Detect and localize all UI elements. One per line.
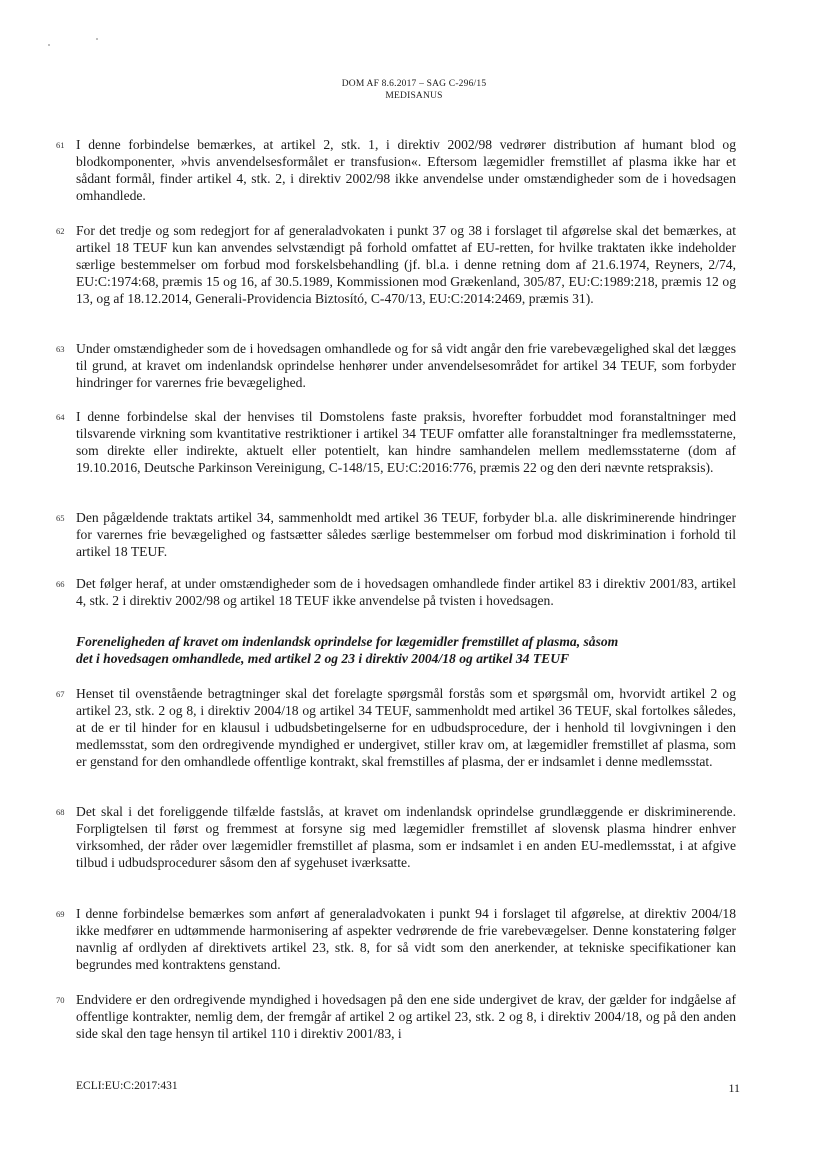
- paragraph-text: I denne forbindelse skal der henvises til Domstolens faste praksis, hvorefter forbuddet mod foranstaltninger med tilsvarende virkning som kvantitative restriktioner i artikel 34 TEUF omfatter alle foranstaltninger fra medlemsstaterne, som direkte eller indirekte, aktuelt eller potentielt, kan hindre samhandelen mellem medlemsstaterne (dom af 19.10.2016, Deutsche Parkinson Vereinigung, C-148/15, EU:C:2016:776, præmis 22 og den deri nævnte retspraksis).: [76, 409, 736, 476]
- paragraph-number: 62: [56, 226, 65, 236]
- running-header: [0, 78, 828, 102]
- paragraph-63: [56, 340, 736, 391]
- paragraph-64: [56, 408, 736, 476]
- paragraph-number: 61: [56, 140, 65, 150]
- paragraph-text: For det tredje og som redegjort for af generaladvokaten i punkt 37 og 38 i forslaget til afgørelse skal det bemærkes, at artikel 18 TEUF kun kan anvendes selvstændigt på forhold omfattet af EU-retten, for hvilke traktaten ikke indeholder særlige bestemmelser om forbud mod forskelsbehandling (jf. bl.a. i denne retning dom af 21.6.1974, Reyners, 2/74, EU:C:1974:68, præmis 15 og 16, af 30.5.1989, Kommissionen mod Grækenland, 305/87, EU:C:1989:218, præmis 12 og 13, og af 18.12.2014, Generali-Providencia Biztosító, C-470/13, EU:C:2014:2469, præmis 31).: [76, 223, 736, 307]
- page-number: 11: [728, 1081, 740, 1095]
- paragraph-number: 67: [56, 689, 65, 699]
- paragraph-number: 69: [56, 909, 65, 919]
- paragraph-number: 66: [56, 579, 65, 589]
- paragraph-68: [56, 803, 736, 871]
- paragraph-62: [56, 222, 736, 307]
- paragraph-65: [56, 509, 736, 560]
- paragraph-text: Det følger heraf, at under omstændigheder som de i hovedsagen omhandlede finder artikel 83 i direktiv 2001/83, artikel 4, stk. 2 i direktiv 2002/98 og artikel 18 TEUF ikke anvendelse på tvisten i hovedsagen.: [76, 576, 736, 609]
- section-heading: [76, 633, 736, 667]
- paragraph-61: [56, 136, 736, 204]
- paragraph-text: Under omstændigheder som de i hovedsagen omhandlede og for så vidt angår den frie varebevægelighed skal det lægges til grund, at kravet om indenlandsk oprindelse henhører under anvendelsesområdet for artikel 34 TEUF, som forbyder hindringer for varernes frie bevægelighed.: [76, 341, 736, 391]
- paragraph-text: I denne forbindelse bemærkes, at artikel 2, stk. 1, i direktiv 2002/98 vedrører distribution af humant blod og blodkomponenter, »hvis anvendelsesformålet er transfusion«. Eftersom lægemidler fremstillet af plasma ikke har et sådant formål, finder artikel 4, stk. 2, i direktiv 2002/98 ikke anvendelse under omstændigheder som de i hovedsagen omhandlede.: [76, 137, 736, 204]
- paragraph-text: Det skal i det foreliggende tilfælde fastslås, at kravet om indenlandsk oprindelse grundlæggende er diskriminerende. Forpligtelsen til først og fremmest at forsyne sig med lægemidler fremstillet af slovensk plasma hindrer enhver virksomhed, der råder over lægemidler fremstillet af plasma, som er indsamlet i en anden EU-medlemsstat, i at afgive tilbud i udbudsprocedurer såsom den af sygehuset iværksatte.: [76, 804, 736, 871]
- paragraph-number: 65: [56, 513, 65, 523]
- scan-speck: [48, 44, 50, 46]
- case-name: MEDISANUS: [385, 91, 443, 101]
- paragraph-text: I denne forbindelse bemærkes som anført af generaladvokaten i punkt 94 i forslaget til afgørelse, at direktiv 2004/18 ikke medfører en udtømmende harmonisering af aspekter vedrørende de frie varebevægelser. Denne konstatering følger navnlig af ordlyden af direktivets artikel 23, stk. 8, for så vidt som den anerkender, at tekniske specifikationer kan begrundes med kontraktens genstand.: [76, 906, 736, 973]
- ecli-identifier: ECLI:EU:C:2017:431: [76, 1080, 178, 1092]
- paragraph-70: [56, 991, 736, 1042]
- paragraph-number: 70: [56, 995, 65, 1005]
- paragraph-67: [56, 685, 736, 770]
- paragraph-69: [56, 905, 736, 973]
- paragraph-number: 64: [56, 412, 65, 422]
- section-heading-line: det i hovedsagen omhandlede, med artikel 2 og 23 i direktiv 2004/18 og artikel 34 TEUF: [76, 651, 570, 667]
- section-heading-line: Foreneligheden af kravet om indenlandsk oprindelse for lægemidler fremstillet af plasma, såsom: [76, 634, 619, 649]
- paragraph-text: Den pågældende traktats artikel 34, sammenholdt med artikel 36 TEUF, forbyder bl.a. alle diskriminerende hindringer for varernes frie bevægelighed og fastsætter således særlige bestemmelser om forbud mod diskrimination i forhold til artikel 18 TEUF.: [76, 510, 736, 560]
- case-reference: DOM AF 8.6.2017 – SAG C-296/15: [341, 79, 487, 89]
- paragraph-text: Henset til ovenstående betragtninger skal det forelagte spørgsmål forstås som et spørgsmål om, hvorvidt artikel 2 og artikel 23, stk. 2 og 8, i direktiv 2004/18 og artikel 34 TEUF, sammenholdt med artikel 36 TEUF, skal fortolkes således, at de er til hinder for en klausul i udbudsbetingelserne for en udbudsprocedure, der i henhold til lovgivningen i den medlemsstat, som den ordregivende myndighed er undergivet, stiller krav om, at lægemidler fremstillet af plasma, som er genstand for den omhandlede offentlige kontrakt, skal fremstilles af plasma, der er indsamlet i denne medlemsstat.: [76, 686, 736, 770]
- paragraph-number: 63: [56, 344, 65, 354]
- scan-speck: [96, 38, 98, 40]
- paragraph-number: 68: [56, 807, 65, 817]
- paragraph-text: Endvidere er den ordregivende myndighed i hovedsagen på den ene side undergivet de krav, der gælder for indgåelse af offentlige kontrakter, nemlig dem, der fremgår af artikel 2 og artikel 23, stk. 2 og 8, i direktiv 2004/18, og på den anden side skal den tage hensyn til artikel 110 i direktiv 2001/83, i: [76, 992, 736, 1042]
- paragraph-66: [56, 575, 736, 609]
